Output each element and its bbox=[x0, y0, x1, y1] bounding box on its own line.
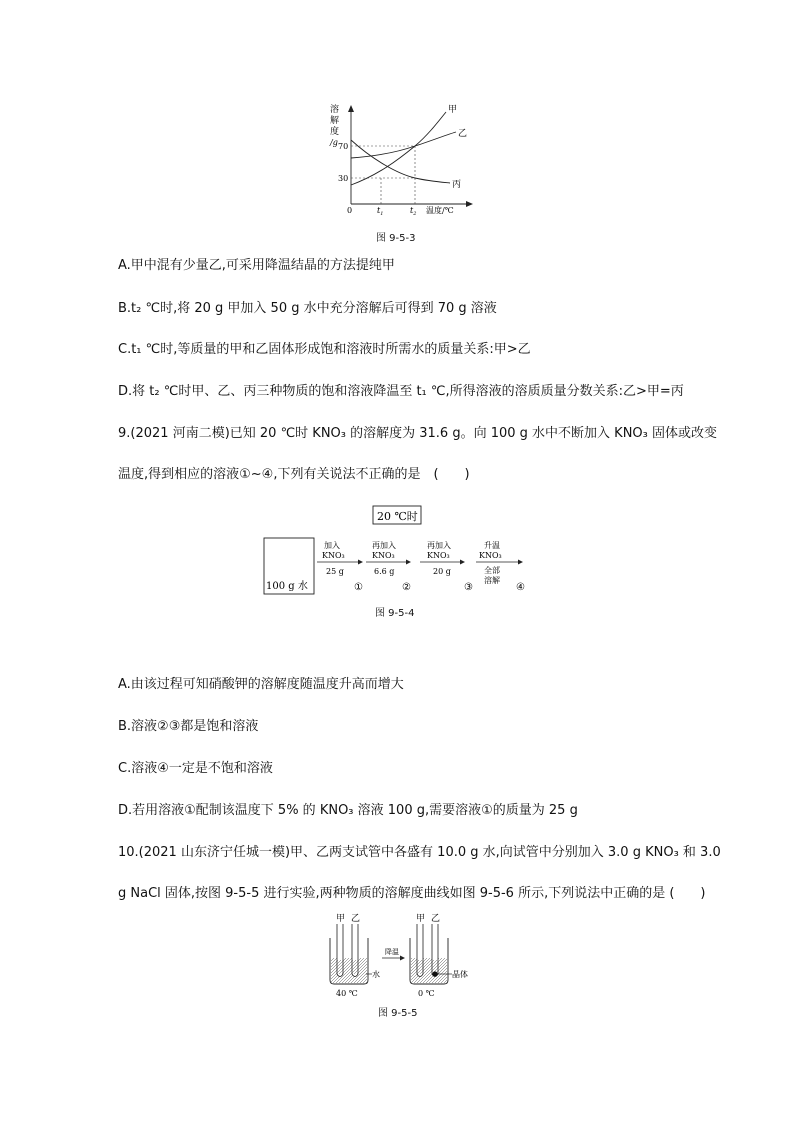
step2-mid: KNO₃ bbox=[372, 551, 395, 560]
crystal-label: 晶体 bbox=[452, 970, 468, 979]
step1-bot: 25 g bbox=[326, 567, 344, 576]
q10-stem-line1: 10.(2021 山东济宁任城一模)甲、乙两支试管中各盛有 10.0 g 水,向试管中分别加入 3.0 g KNO₃ 和 3.0 bbox=[118, 845, 721, 860]
y-unit: /g bbox=[330, 138, 338, 147]
q9-stem-line2: 温度,得到相应的溶液①~④,下列有关说法不正确的是 ( ) bbox=[118, 467, 470, 482]
step4-mid: KNO₃ bbox=[479, 551, 502, 560]
curve-label-yi: 乙 bbox=[458, 129, 468, 139]
step4-bot1: 全部 bbox=[484, 566, 500, 575]
q9-option-a: A.由该过程可知硝酸钾的溶解度随温度升高而增大 bbox=[118, 677, 404, 692]
q8-option-d: D.将 t₂ ℃时甲、乙、丙三种物质的饱和溶液降温至 t₁ ℃,所得溶液的溶质质量分数关系:乙>甲=丙 bbox=[118, 384, 684, 399]
origin-label: 0 bbox=[347, 206, 353, 215]
tick-70: 70 bbox=[338, 142, 349, 151]
right-jia-label: 甲 bbox=[416, 914, 426, 924]
right-water bbox=[411, 958, 447, 983]
beaker-label: 100 g 水 bbox=[266, 581, 308, 592]
step1-mid: KNO₃ bbox=[322, 551, 345, 560]
right-tube-yi-liquid bbox=[433, 960, 438, 972]
q8-option-a: A.甲中混有少量乙,可采用降温结晶的方法提纯甲 bbox=[118, 258, 395, 273]
left-water bbox=[331, 958, 367, 983]
left-tube-yi-liquid bbox=[353, 960, 358, 974]
solution-1: ① bbox=[354, 582, 363, 593]
curve-bing bbox=[351, 140, 450, 183]
q9-option-d: D.若用溶液①配制该温度下 5% 的 KNO₃ 溶液 100 g,需要溶液①的质量为 25 g bbox=[118, 803, 578, 818]
solution-2: ② bbox=[402, 582, 411, 593]
crystal bbox=[432, 971, 437, 976]
right-tube-jia-liquid bbox=[418, 960, 423, 974]
y-label-3: 度 bbox=[330, 127, 340, 137]
arrow-label: 降温 bbox=[385, 948, 399, 956]
q9-option-c: C.溶液④一定是不饱和溶液 bbox=[118, 761, 273, 776]
q9-process-diagram bbox=[260, 504, 540, 600]
temp-box-label: 20 ℃时 bbox=[377, 510, 418, 523]
tick-30: 30 bbox=[338, 174, 349, 183]
q9-option-b: B.溶液②③都是饱和溶液 bbox=[118, 719, 259, 734]
step4-arrowhead bbox=[518, 560, 523, 565]
y-label-2: 解 bbox=[330, 116, 340, 126]
left-yi-label: 乙 bbox=[351, 914, 361, 924]
step2-arrowhead bbox=[406, 560, 411, 565]
solubility-chart bbox=[318, 100, 478, 220]
x-label: 温度/℃ bbox=[426, 206, 454, 215]
temp-left: 40 ℃ bbox=[336, 989, 358, 998]
step3-top: 再加入 bbox=[427, 541, 451, 550]
step3-mid: KNO₃ bbox=[427, 551, 450, 560]
cooling-arrowhead bbox=[400, 956, 405, 961]
left-jia-label: 甲 bbox=[336, 914, 346, 924]
t2-label: $t_2$ bbox=[410, 206, 417, 217]
q10-test-tube-diagram bbox=[322, 910, 482, 1000]
curve-jia bbox=[351, 112, 446, 185]
curve-label-jia: 甲 bbox=[448, 105, 458, 115]
q10-stem-line2: g NaCl 固体,按图 9-5-5 进行实验,两种物质的溶解度曲线如图 9-5-6 所示,下列说法中正确的是 ( ) bbox=[118, 886, 706, 901]
x-axis-arrow bbox=[466, 201, 473, 207]
right-yi-label: 乙 bbox=[431, 914, 441, 924]
step1-top: 加入 bbox=[324, 541, 340, 550]
y-axis-arrow bbox=[348, 105, 354, 112]
step2-bot: 6.6 g bbox=[374, 567, 395, 576]
step4-bot2: 溶解 bbox=[484, 576, 500, 585]
step3-bot: 20 g bbox=[433, 567, 451, 576]
step2-top: 再加入 bbox=[372, 541, 396, 550]
t1-label: $t_1$ bbox=[377, 206, 384, 217]
figure-caption-955: 图 9-5-5 bbox=[378, 1008, 418, 1019]
step1-arrowhead bbox=[358, 560, 363, 565]
q9-stem-line1: 9.(2021 河南二模)已知 20 ℃时 KNO₃ 的溶解度为 31.6 g。向 100 g 水中不断加入 KNO₃ 固体或改变 bbox=[118, 426, 718, 441]
y-label-1: 溶 bbox=[330, 105, 340, 115]
q8-option-c: C.t₁ ℃时,等质量的甲和乙固体形成饱和溶液时所需水的质量关系:甲>乙 bbox=[118, 342, 531, 357]
solution-4: ④ bbox=[516, 582, 525, 593]
figure-caption-954: 图 9-5-4 bbox=[375, 608, 415, 619]
curve-yi bbox=[351, 132, 456, 158]
temp-right: 0 ℃ bbox=[418, 989, 435, 998]
figure-caption-953: 图 9-5-3 bbox=[376, 233, 416, 244]
curve-label-bing: 丙 bbox=[452, 180, 462, 190]
water-label: 水 bbox=[372, 970, 380, 979]
solution-3: ③ bbox=[464, 582, 473, 593]
step3-arrowhead bbox=[460, 560, 465, 565]
left-tube-jia-liquid bbox=[338, 960, 343, 974]
q8-option-b: B.t₂ ℃时,将 20 g 甲加入 50 g 水中充分溶解后可得到 70 g 溶液 bbox=[118, 301, 497, 316]
step4-top: 升温 bbox=[484, 541, 500, 550]
